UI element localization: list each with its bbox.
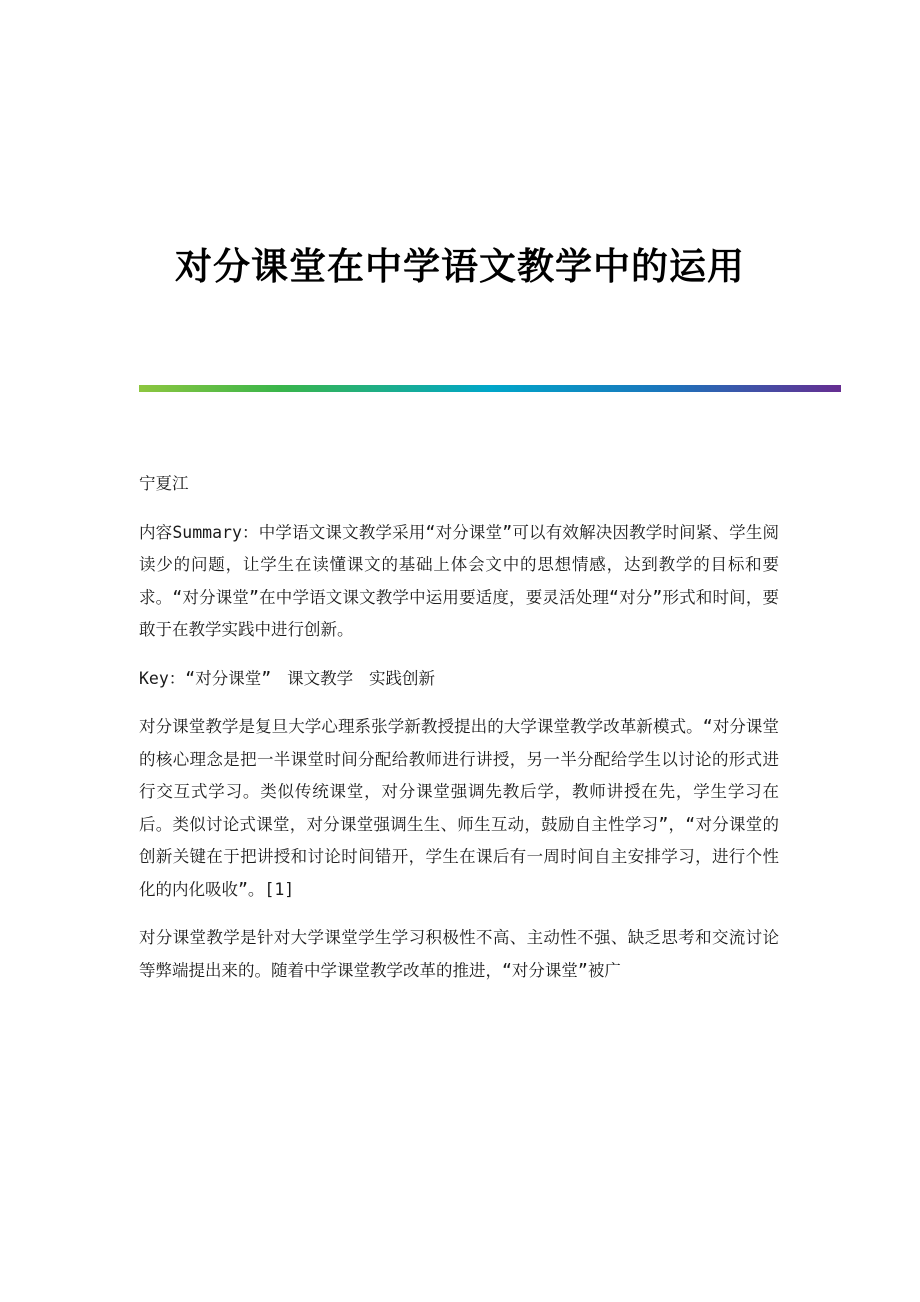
body-paragraph-2: 对分课堂教学是针对大学课堂学生学习积极性不高、主动性不强、缺乏思考和交流讨论等弊端提出来的。随着中学课堂教学改革的推进，“对分课堂”被广 bbox=[139, 928, 779, 980]
keywords-line: Key：“对分课堂” 课文教学 实践创新 bbox=[139, 668, 436, 688]
body-paragraph-1: 对分课堂教学是复旦大学心理系张学新教授提出的大学课堂教学改革新模式。“对分课堂的核心理念是把一半课堂时间分配给教师进行讲授，另一半分配给学生以讨论的形式进行交互式学习。类似传统课堂，对分课堂强调先教后学，教师讲授在先，学生学习在后。类似讨论式课堂，对分课堂强调生生、师生互动，鼓励自主性学习”，“对分课堂的创新关键在于把讲授和讨论时间错开，学生在课后有一周时间自主安排学习，进行个性化的内化吸收”。[1] bbox=[139, 717, 779, 899]
summary-paragraph: 内容Summary：中学语文课文教学采用“对分课堂”可以有效解决因教学时间紧、学生阅读少的问题，让学生在读懂课文的基础上体会文中的思想情感，达到教学的目标和要求。“对分课堂”在中学语文课文教学中运用要适度，要灵活处理“对分”形式和时间，要敢于在教学实践中进行创新。 bbox=[139, 522, 779, 639]
document-body bbox=[139, 468, 779, 1003]
title-divider bbox=[139, 385, 841, 392]
author-name: 宁夏江 bbox=[139, 474, 189, 493]
document-title: 对分课堂在中学语文教学中的运用 bbox=[175, 243, 745, 288]
